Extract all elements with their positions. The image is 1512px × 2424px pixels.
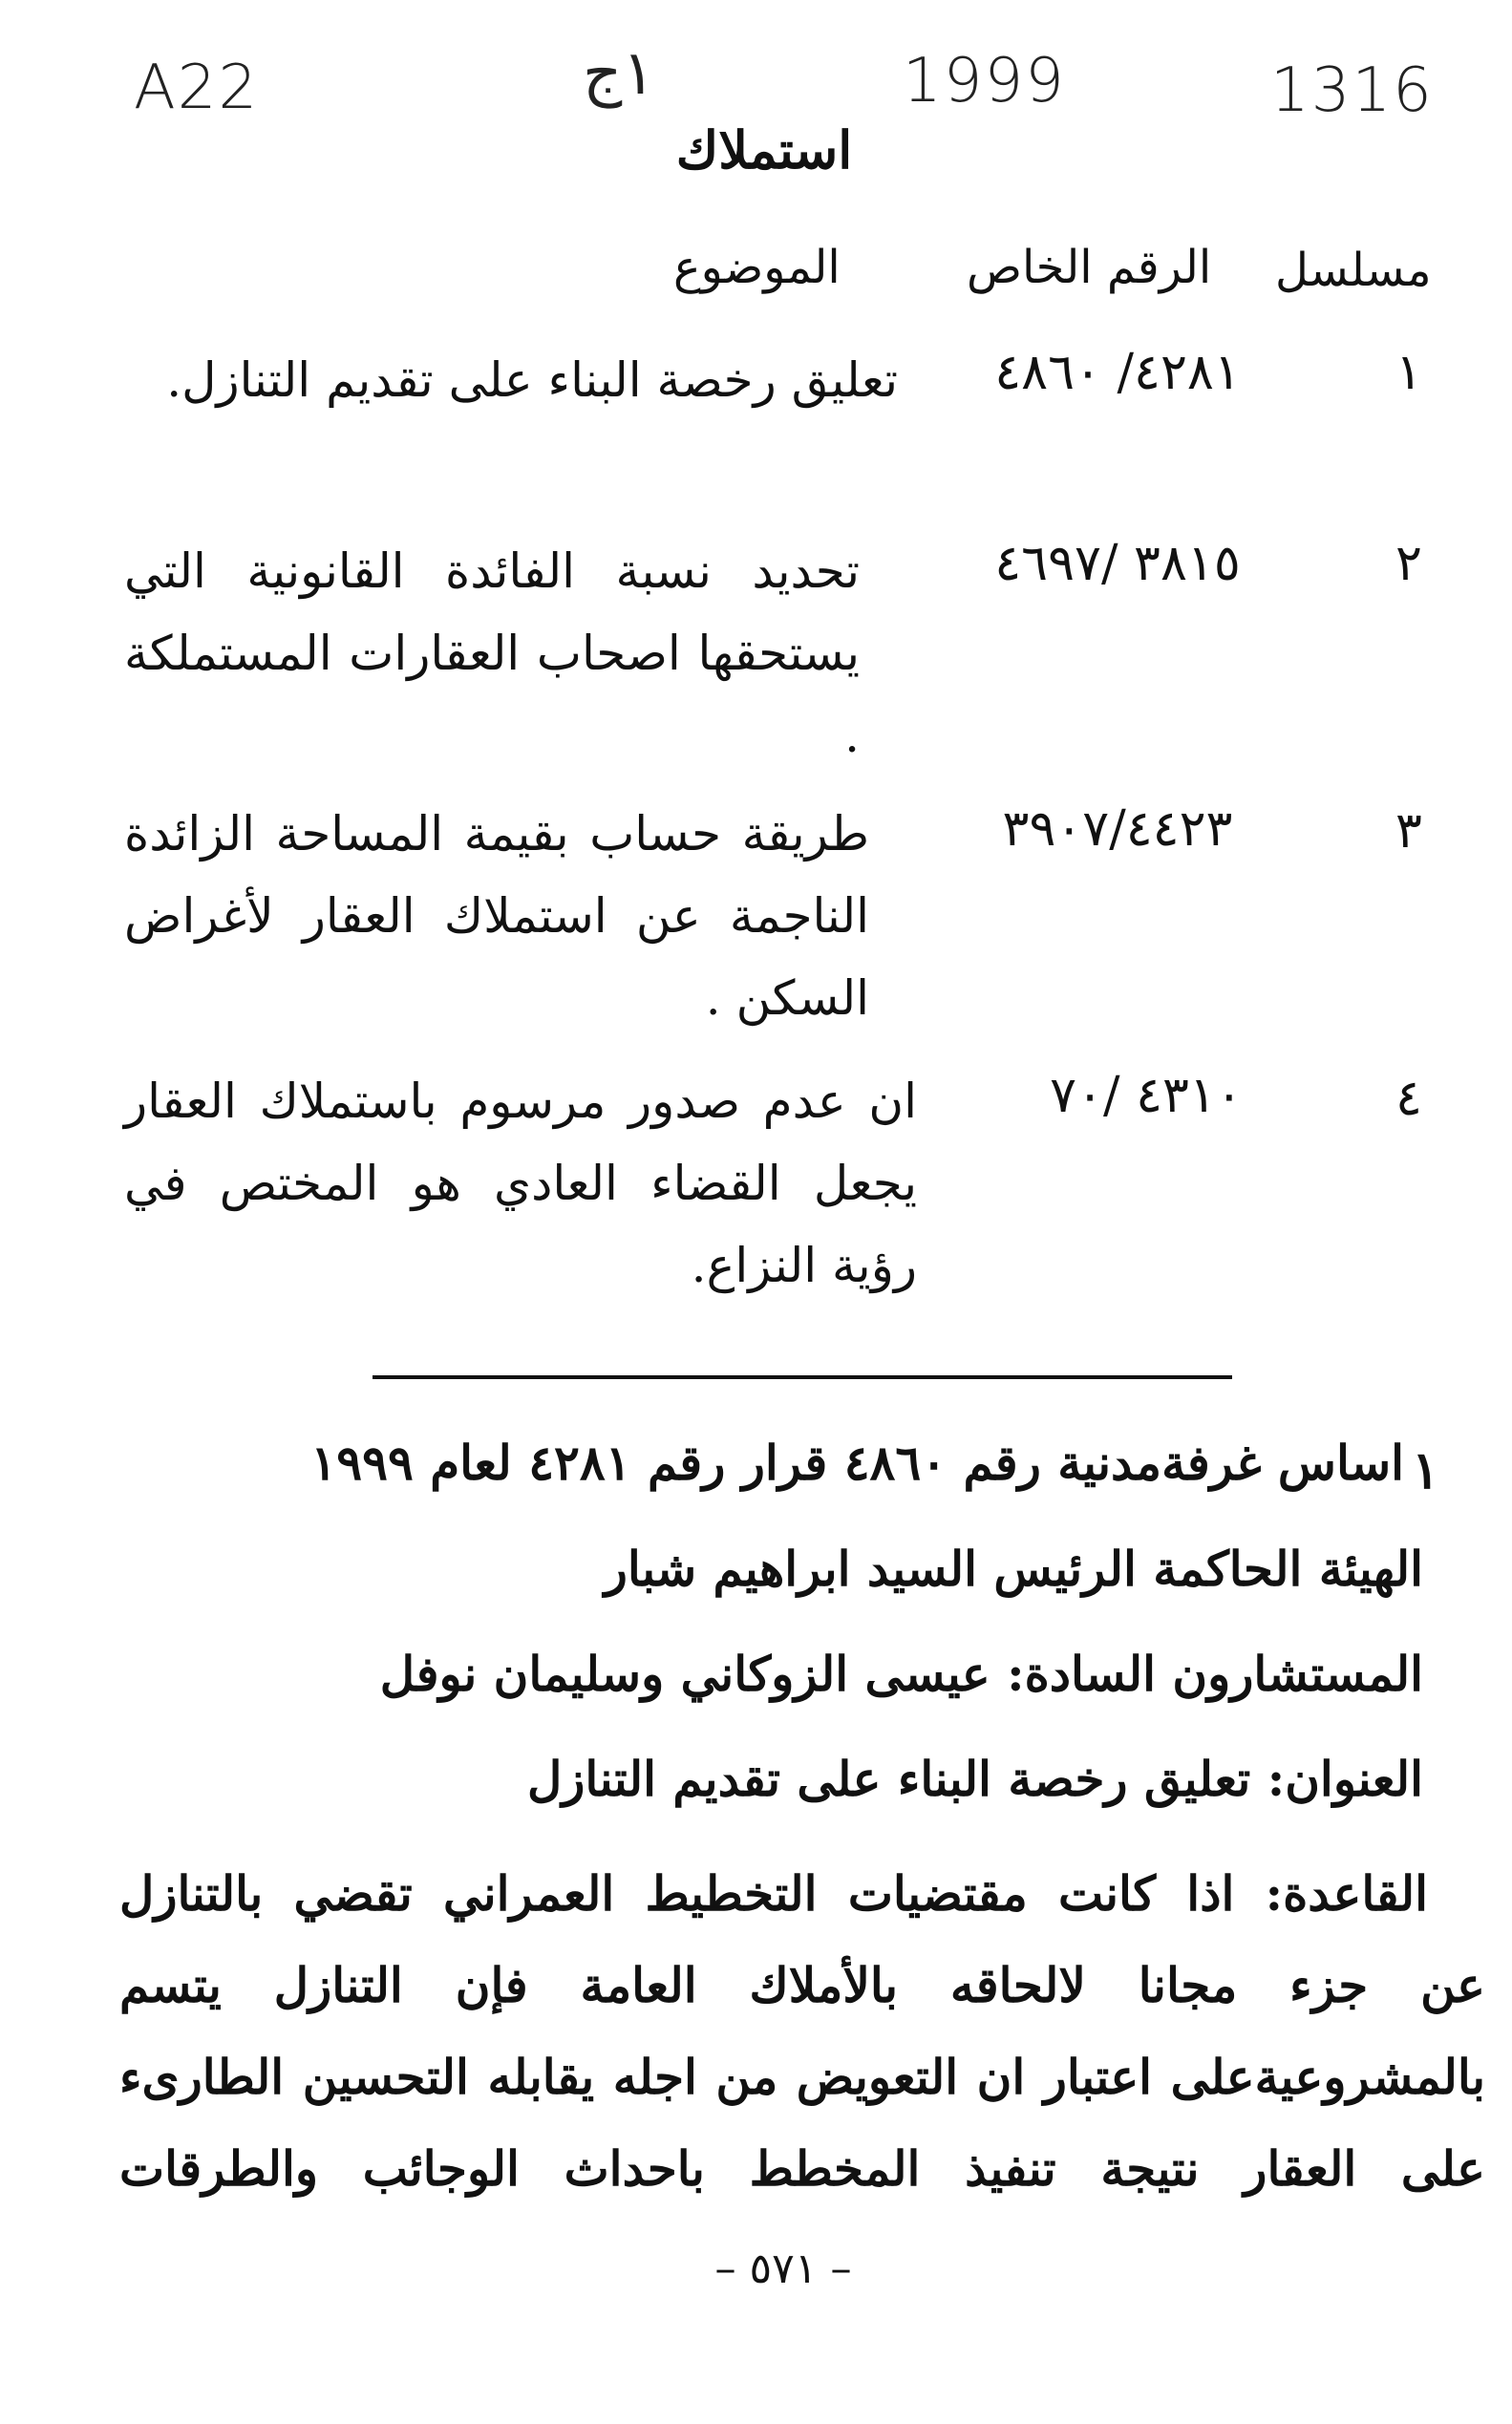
case-rule-paragraph	[119, 1848, 1485, 2215]
row-3-serial: ٣	[1395, 802, 1422, 860]
header-ref-no: الرقم الخاص	[967, 241, 1212, 294]
row-2-serial: ٢	[1395, 535, 1422, 592]
header-subject: الموضوع	[673, 241, 841, 294]
row-4-ref-no: ٤٣١٠ /٧٠	[1050, 1067, 1243, 1124]
handwritten-part-marker: ١ج	[583, 38, 655, 109]
page-number: – ٥٧١ –	[714, 2244, 852, 2293]
separator-rule	[373, 1375, 1232, 1379]
case-rule-line: القاعدة: اذا كانت مقتضيات التخطيط العمراني تقضي بالتنازل	[119, 1865, 1428, 1922]
page-title: استملاك	[675, 119, 853, 181]
row-4-subject: ان عدم صدور مرسوم باستملاك العقار يجعل القضاء العادي هو المختص في رؤية النزاع.	[124, 1074, 917, 1293]
handwritten-ref-code: A22	[134, 53, 260, 123]
row-2-ref-no: ٣٨١٥ /٤٦٩٧	[994, 535, 1241, 592]
case-rule-line: على العقار نتيجة تنفيذ المخطط باحداث الوجائب والطرقات	[119, 2140, 1485, 2197]
case-marker: ١	[1412, 1439, 1440, 1500]
case-panel: الهيئة الحاكمة الرئيس السيد ابراهيم شبار	[604, 1541, 1423, 1597]
row-1-subject: تعليق رخصة البناء على تقديم التنازل.	[166, 352, 898, 408]
handwritten-page-code: 1316	[1270, 55, 1434, 126]
row-3-subject: طريقة حساب بقيمة المساحة الزائدة الناجمة عن استملاك العقار لأغراض السكن .	[124, 806, 869, 1026]
case-rule-line: عن جزء مجانا لالحاقه بالأملاك العامة فإن التنازل يتسم	[119, 1957, 1485, 2013]
case-advisors: المستشارون السادة: عيسى الزوكاني وسليمان نوفل	[379, 1646, 1423, 1702]
header-serial: مسلسل	[1275, 244, 1432, 297]
case-heading: العنوان: تعليق رخصة البناء على تقديم التنازل	[526, 1751, 1423, 1807]
row-1-ref-no: ٤٢٨١/ ٤٨٦٠	[994, 344, 1241, 401]
case-rule-line: بالمشروعيةعلى اعتبار ان التعويض من اجله يقابله التحسين الطارىء	[119, 2049, 1485, 2105]
row-3-ref-no: ٣٩٠٧/٤٤٢٣	[1002, 800, 1233, 858]
row-2-subject: تحديد نسبة الفائدة القانونية التي يستحقها اصحاب العقارات المستملكة .	[124, 543, 860, 763]
row-4-serial: ٤	[1395, 1070, 1422, 1127]
case-basis: اساس غرفةمدنية رقم ٤٨٦٠ قرار رقم ٤٢٨١ لعام ١٩٩٩	[310, 1435, 1404, 1491]
handwritten-year: 1999	[903, 46, 1066, 117]
row-1-serial: ١	[1395, 344, 1422, 401]
